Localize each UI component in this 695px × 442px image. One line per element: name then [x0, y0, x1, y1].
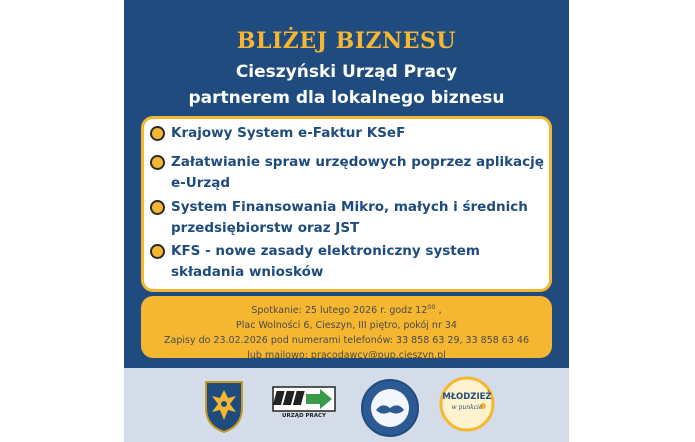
meeting-address: Plac Wolności 6, Cieszyn, III piętro, pokój nr 34: [236, 320, 457, 332]
urzad-pracy-label: URZĄD PRACY: [282, 413, 326, 419]
bullet-dot-icon: [150, 244, 165, 259]
mlodziez-logo: [439, 376, 495, 432]
poster: [124, 0, 569, 442]
poster-headline: BLIŻEJ BIZNESU: [236, 28, 457, 54]
meeting-signup-email[interactable]: lub mailowo: pracodawcy@pup.cieszyn.pl: [247, 350, 446, 362]
topic-item-text: Załatwianie spraw urzędowych poprzez aplikację e-Urząd: [171, 154, 544, 191]
meeting-time-minutes: 00: [427, 303, 436, 311]
bullet-dot-icon: [150, 155, 165, 170]
topic-item: [150, 197, 545, 239]
meeting-date-tail: ,: [435, 305, 442, 317]
urzad-pracy-logo: [272, 386, 336, 424]
meeting-info: [141, 296, 552, 362]
meeting-signup-phones: Zapisy do 23.02.2026 pod numerami telefonów: 33 858 63 29, 33 858 63 46: [163, 335, 529, 347]
urzad-pracy-arrow-icon: [272, 386, 336, 412]
partner-badge-icon: [360, 378, 420, 438]
mlodziez-label: MŁODZIEŻ: [442, 392, 492, 402]
mlodziez-sub-label: w punkcie: [451, 404, 483, 411]
poster-subtitle-line1: Cieszyński Urząd Pracy: [235, 62, 458, 82]
bullet-dot-icon: [150, 126, 165, 141]
meeting-date-text: Spotkanie: 25 lutego 2026 r. godz 12: [251, 305, 428, 317]
cieszyn-crest-icon: [202, 378, 246, 434]
topic-item-text: System Finansowania Mikro, małych i średnich przedsiębiorstw oraz JST: [171, 199, 528, 236]
logo-footer: [124, 368, 569, 442]
poster-subtitle-line2: partnerem dla lokalnego biznesu: [188, 88, 505, 108]
topic-item: [150, 152, 545, 194]
topics-list: [141, 116, 552, 292]
topic-item-text: Krajowy System e-Faktur KSeF: [171, 125, 406, 141]
topic-item: [150, 241, 545, 283]
meeting-date: [141, 300, 552, 318]
topic-item: [150, 123, 545, 144]
bullet-dot-icon: [150, 200, 165, 215]
topic-item-text: KFS - nowe zasady elektroniczny system składania wniosków: [171, 243, 480, 280]
